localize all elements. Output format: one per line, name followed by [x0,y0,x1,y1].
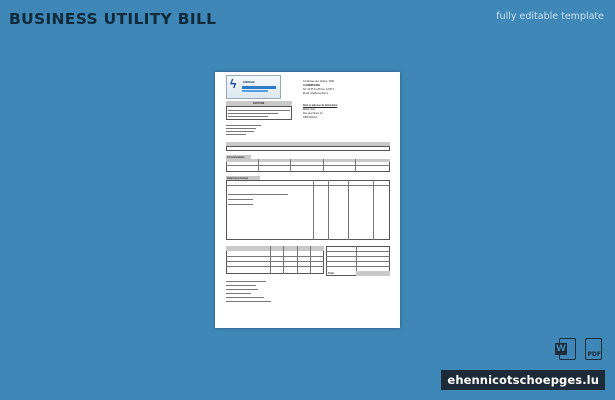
grand-total-cell [356,271,389,276]
consumption-header: Consommation [227,155,245,159]
pdf-label: PDF [587,351,601,358]
bill-document-preview [215,72,400,328]
invoice-title: FACTURE [253,102,265,105]
client-block-label: Nom et adresse de facturation [303,104,338,107]
company-phone: Tel: 44 55 41 25 Fax: 44 55 4 [303,88,334,91]
totals-label: Total [328,272,334,275]
tax-table-head [226,246,323,251]
company-address-1: 12 Strasse des Jardins, 3000 [303,80,334,83]
company-email: Email: info@exemple.lu [303,92,329,95]
section-row [226,146,390,151]
client-city: 3456 Diekirch [303,116,318,119]
logo-band-secondary [242,90,268,92]
lightning-icon: ϟ [230,77,237,91]
client-street: Rue des Fleurs 12 [303,112,323,115]
client-name: Martin Jacq [303,108,316,111]
format-icons [555,338,605,362]
logo-band [242,86,276,89]
page-title: BUSINESS UTILITY BILL [9,10,217,28]
word-icon[interactable] [555,338,577,362]
page-subtitle: fully editable template [496,11,604,22]
logo-text: ENERGIE [243,81,255,84]
consumption-table-head [226,159,389,162]
details-table [226,180,390,240]
company-logo [226,75,281,99]
details-header: Détail de la facture [227,176,249,180]
pdf-icon[interactable] [583,338,605,362]
word-badge: W [556,344,566,354]
company-address-2: LUXEMBOURG [303,84,321,87]
brand-badge[interactable]: ehennicotschoepges.lu [441,370,605,390]
